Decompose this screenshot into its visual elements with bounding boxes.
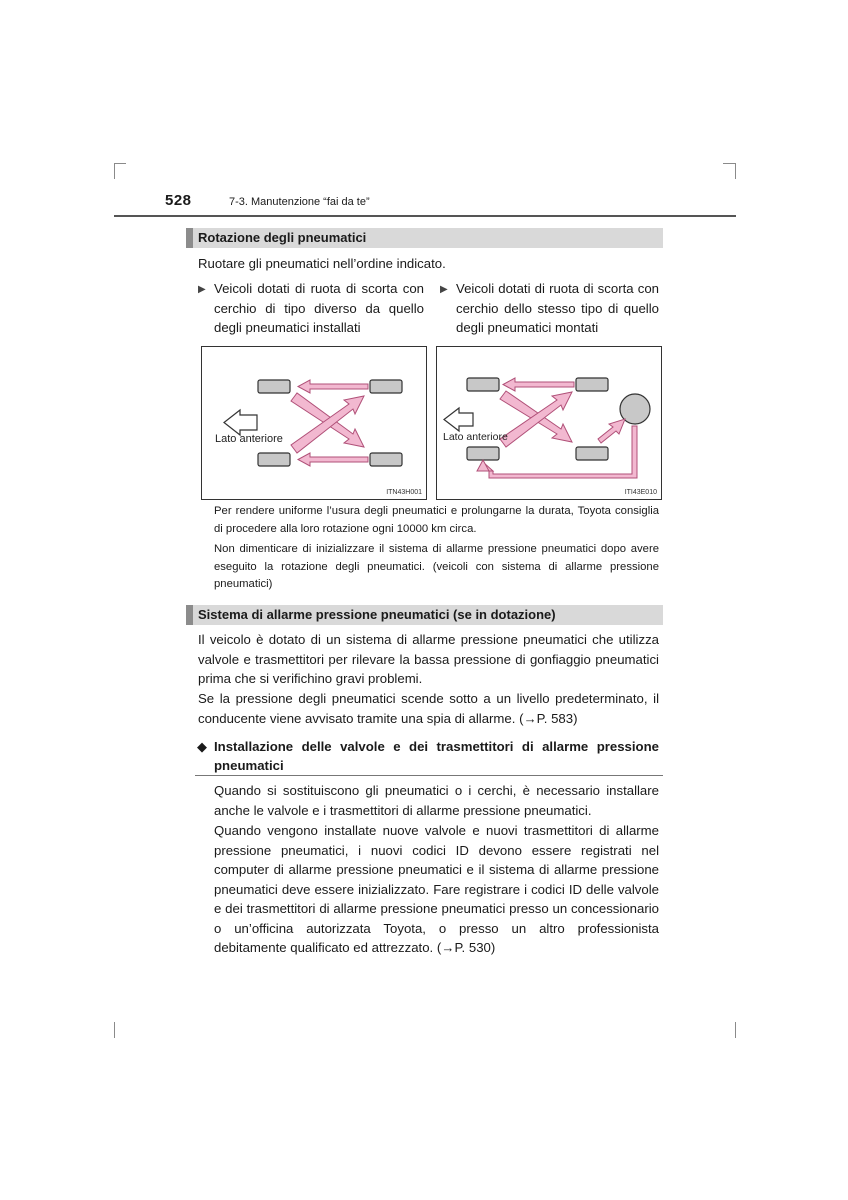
rotation-diagram-svg [202, 347, 426, 499]
note-rotation-interval: Per rendere uniforme l’usura degli pneumatici e prolungarne la durata, Toyota consiglia di procedere alla loro rotazione ogni 10000 km circa. [214, 505, 659, 535]
valve-replacement-text: Quando si sostituiscono gli pneumatici o i cerchi, è necessario installare anche le valvole e i trasmettitori di allarme pressione pneumatici. [214, 783, 659, 818]
page-number: 528 [165, 192, 192, 209]
figure-code: ITN43H001 [386, 489, 422, 496]
bullet-arrow-icon: ▶ [440, 284, 448, 295]
tire-front-right [467, 447, 499, 460]
tire-rear-left [576, 378, 608, 391]
arrow-rear-to-front-top [298, 380, 368, 393]
bullet-right: Veicoli dotati di ruota di scorta con cerchio dello stesso tipo di quello degli pneumatici montati [456, 281, 659, 335]
tire-front-left [258, 380, 290, 393]
front-side-label: Lato anteriore [443, 431, 508, 443]
tpms-description: Il veicolo è dotato di un sistema di allarme pressione pneumatici che utilizza valvole e trasmettitori per rilevare la bassa pressione di gonfiaggio pneumatici prima che si verifichino gravi problemi. [198, 632, 659, 686]
subsection-rule [195, 775, 663, 776]
subsection-title: Installazione delle valvole e dei trasmettitori di allarme pressione pneumatici [214, 739, 659, 773]
header-rule [114, 215, 736, 217]
id-registration-text: Quando vengono installate nuove valvole e nuovi trasmettitori di allarme pressione pneumatici, i nuovi codici ID devono essere registrati nel computer di allarme pressione pneumatici e il sistema di allarme pressione pneumatici deve essere inizializzato. Fare registrare i codici ID delle valvole e dei trasmettitori di allarme pressione pneumatici presso un concessionario o un’officina autorizzata Toyota, o presso un altro professionista debitamente qualificato ed attrezzato. (→P. 530) [214, 823, 659, 955]
crop-mark-bottom-right-v [735, 1022, 736, 1038]
figure-code: ITI43E010 [624, 489, 657, 496]
tpms-warning-description: Se la pressione degli pneumatici scende sotto a un livello predeterminato, il conducente viene avvisato tramite una spia di allarme. (→P. 583) [198, 691, 659, 726]
front-direction-arrow-icon [224, 410, 257, 435]
diamond-bullet-icon: ◆ [197, 739, 207, 754]
tire-rear-right [370, 453, 402, 466]
tire-front-right [258, 453, 290, 466]
note-initialize-tpms: Non dimenticare di inizializzare il sistema di allarme pressione pneumatici dopo avere eseguito la rotazione degli pneumatici. (veicoli con sistema di allarme pressione pneumatici) [214, 543, 659, 590]
chapter-title: 7-3. Manutenzione “fai da te” [229, 196, 370, 208]
bullet-left: Veicoli dotati di ruota di scorta con cerchio di tipo diverso da quello degli pneumatici installati [214, 281, 424, 335]
crop-mark-top-left-h [114, 163, 126, 164]
crop-mark-top-right-h [723, 163, 735, 164]
rotation-diagram-svg [437, 347, 661, 499]
tire-front-left [467, 378, 499, 391]
tire-rear-left [370, 380, 402, 393]
arrow-rear-to-front-top [503, 378, 574, 391]
section-heading-tire-rotation: Rotazione degli pneumatici [186, 228, 663, 248]
tire-rotation-intro: Ruotare gli pneumatici nell’ordine indicato. [198, 256, 446, 271]
arrow-rear-to-front-bottom [298, 453, 368, 466]
front-side-label: Lato anteriore [215, 433, 283, 445]
crop-mark-top-right-v [735, 163, 736, 179]
tire-rotation-diagram-left [201, 346, 427, 500]
tire-rotation-diagram-right [436, 346, 662, 500]
crop-mark-bottom-left-v [114, 1022, 115, 1038]
arrow-to-spare [598, 419, 625, 443]
tire-rear-right [576, 447, 608, 460]
front-direction-arrow-icon [444, 408, 473, 431]
bullet-arrow-icon: ▶ [198, 284, 206, 295]
crop-mark-top-left-v [114, 163, 115, 179]
section-heading-tpms: Sistema di allarme pressione pneumatici (se in dotazione) [186, 605, 663, 625]
